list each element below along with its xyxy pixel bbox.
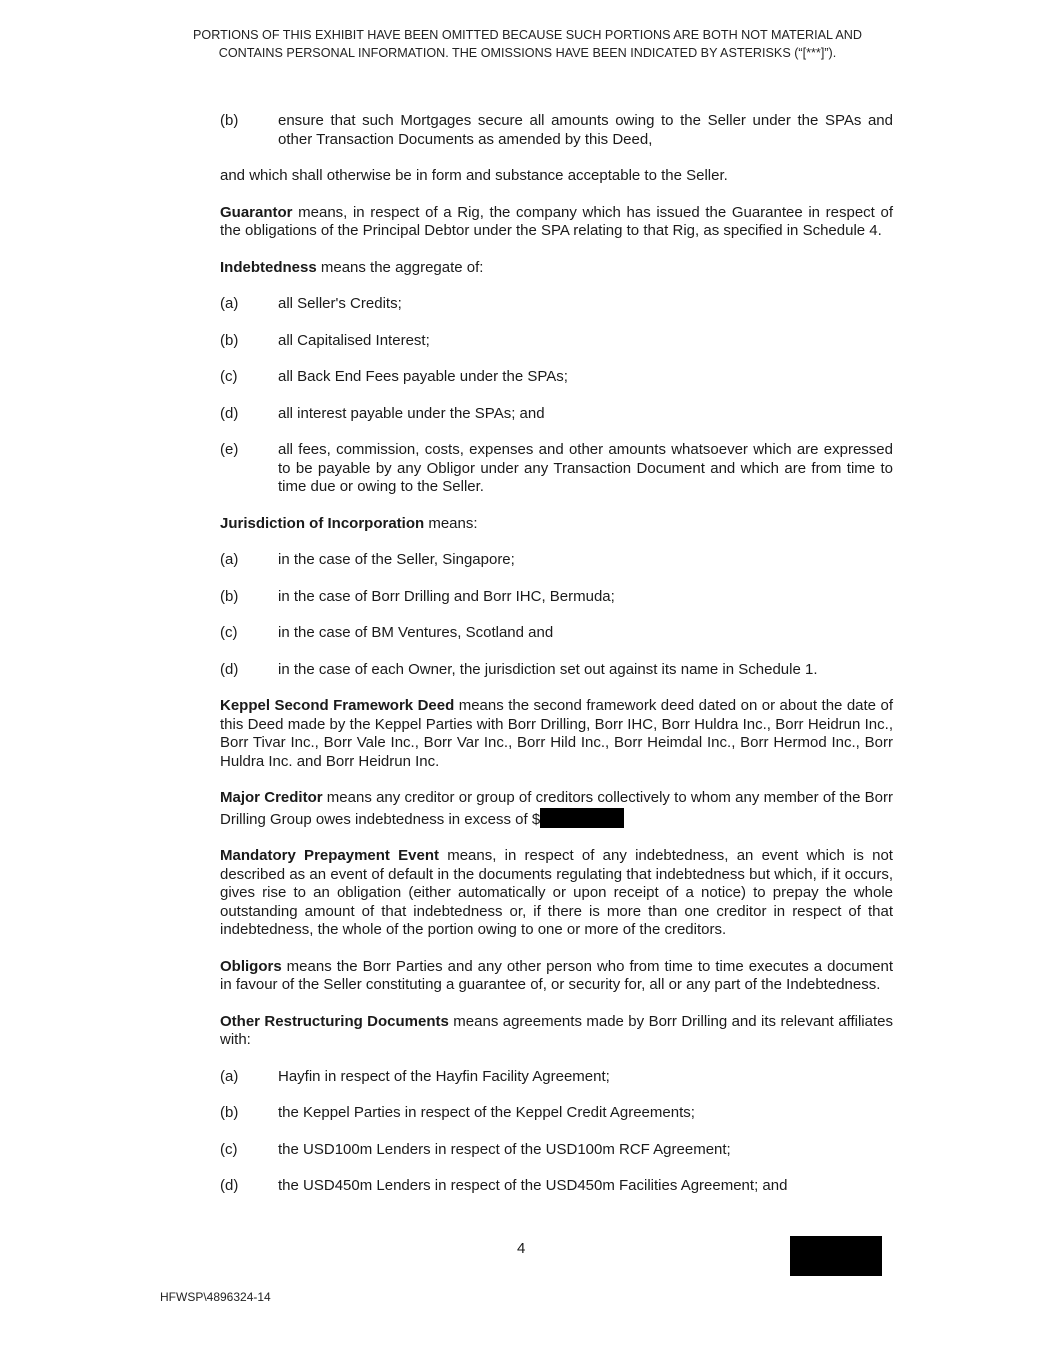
item-label: (a) [220, 295, 239, 312]
item-label: (b) [220, 587, 239, 605]
list-item [220, 1068, 893, 1087]
defined-term: Major Creditor [220, 789, 323, 806]
definition-mandatory-prepayment-event [220, 847, 893, 940]
redaction-block [540, 808, 624, 828]
document-reference: HFWSP\4896324-14 [160, 1290, 271, 1304]
definition-text: means agreements made by Borr Drilling and its relevant affiliates with: [220, 1012, 893, 1048]
list-item [220, 332, 893, 351]
document-body [220, 112, 893, 1214]
defined-term: Guarantor [220, 203, 293, 221]
definition-text: means the aggregate of: [316, 258, 484, 276]
defined-term: Keppel Second Framework Deed [220, 697, 455, 714]
definition-jurisdiction [220, 515, 893, 534]
item-text: the USD450m Lenders in respect of the USD450m Facilities Agreement; and [278, 1177, 788, 1194]
list-item [220, 624, 893, 643]
redaction-block [790, 1236, 882, 1276]
list-item [220, 441, 893, 497]
item-text: Hayfin in respect of the Hayfin Facility Agreement; [278, 1067, 610, 1085]
list-item [220, 368, 893, 387]
list-item [220, 405, 893, 424]
item-label: (d) [220, 404, 239, 422]
item-text: all Capitalised Interest; [278, 331, 430, 349]
item-text: all Seller's Credits; [278, 295, 402, 312]
item-label: (b) [220, 331, 239, 349]
item-label: (e) [220, 441, 239, 458]
definition-keppel-second-framework-deed [220, 697, 893, 771]
list-item [220, 1141, 893, 1160]
definition-text: means any creditor or group of creditors collectively to whom any member of the Borr Drilling Group owes indebtedness in excess of $ [220, 789, 893, 828]
page-number: 4 [517, 1240, 526, 1257]
definition-text: means the Borr Parties and any other person who from time to time executes a document in favour of the Seller constituting a guarantee of, or security for, all or any part of the Indebtedness. [220, 957, 893, 993]
list-item [220, 661, 893, 680]
item-text: in the case of BM Ventures, Scotland and [278, 624, 554, 641]
item-label: (a) [220, 551, 239, 568]
item-label: (c) [220, 624, 238, 641]
list-item [220, 112, 893, 149]
item-label: (c) [220, 1140, 238, 1158]
confidentiality-header [120, 26, 935, 62]
list-item [220, 588, 893, 607]
closing-paragraph: and which shall otherwise be in form and substance acceptable to the Seller. [220, 167, 728, 184]
defined-term: Indebtedness [220, 258, 317, 276]
item-text: the USD100m Lenders in respect of the USD100m RCF Agreement; [278, 1140, 731, 1158]
definition-text: means: [424, 514, 478, 532]
definition-text: means the second framework deed dated on or about the date of this Deed made by the Keppel Parties with Borr Drilling, Borr IHC, Borr Huldra Inc., Borr Heidrun Inc., Borr Tivar Inc., Borr Vale Inc., Borr Var Inc., Borr Hild Inc., Borr Heimdal Inc., Borr Hermod Inc., Borr Huldra Inc. and Borr Heidrun Inc. [220, 697, 893, 770]
list-item [220, 551, 893, 570]
definition-other-restructuring-documents [220, 1013, 893, 1050]
item-label: (b) [220, 1104, 239, 1121]
item-text: the Keppel Parties in respect of the Keppel Credit Agreements; [278, 1104, 695, 1121]
defined-term: Other Restructuring Documents [220, 1012, 449, 1030]
item-label: (b) [220, 112, 239, 129]
definition-text: means, in respect of a Rig, the company which has issued the Guarantee in respect of the obligations of the Principal Debtor under the SPA relating to that Rig, as specified in Schedule 4. [220, 203, 893, 239]
list-item [220, 1104, 893, 1123]
item-text: in the case of Borr Drilling and Borr IHC, Bermuda; [278, 587, 615, 605]
item-label: (c) [220, 368, 238, 385]
item-text: all Back End Fees payable under the SPAs; [278, 368, 568, 385]
item-text: in the case of the Seller, Singapore; [278, 551, 515, 568]
defined-term: Obligors [220, 957, 282, 975]
item-text: all interest payable under the SPAs; and [278, 404, 545, 422]
item-label: (d) [220, 1177, 239, 1194]
definition-text: means, in respect of any indebtedness, an event which is not described as an event of default in the documents regulating that indebtedness but which, if it occurs, gives rise to an obligation (either automatically or upon receipt of a notice) to prepay the whole outstanding amount of that indebtedness or, if there is more than one creditor in respect of that indebtedness, the whole of the portion owing to one or more of the creditors. [220, 847, 893, 938]
list-item [220, 295, 893, 314]
header-line-2: CONTAINS PERSONAL INFORMATION. THE OMISSIONS HAVE BEEN INDICATED BY ASTERISKS (“[***]”). [218, 46, 837, 60]
definition-guarantor [220, 204, 893, 241]
item-text: in the case of each Owner, the jurisdiction set out against its name in Schedule 1. [278, 660, 818, 678]
item-label: (a) [220, 1067, 239, 1085]
defined-term: Jurisdiction of Incorporation [220, 514, 425, 532]
header-line-1: PORTIONS OF THIS EXHIBIT HAVE BEEN OMITTED BECAUSE SUCH PORTIONS ARE BOTH NOT MATERIAL AND [193, 28, 862, 42]
defined-term: Mandatory Prepayment Event [220, 847, 439, 864]
definition-obligors [220, 958, 893, 995]
definition-major-creditor [220, 789, 893, 829]
item-text: all fees, commission, costs, expenses and other amounts whatsoever which are expressed to be payable by any Obligor under any Transaction Document and which are from time to time due or owing to the Seller. [278, 441, 893, 495]
item-text: ensure that such Mortgages secure all amounts owing to the Seller under the SPAs and other Transaction Documents as amended by this Deed, [278, 112, 893, 148]
list-item [220, 1177, 893, 1196]
item-label: (d) [220, 660, 239, 678]
definition-indebtedness [220, 259, 893, 278]
